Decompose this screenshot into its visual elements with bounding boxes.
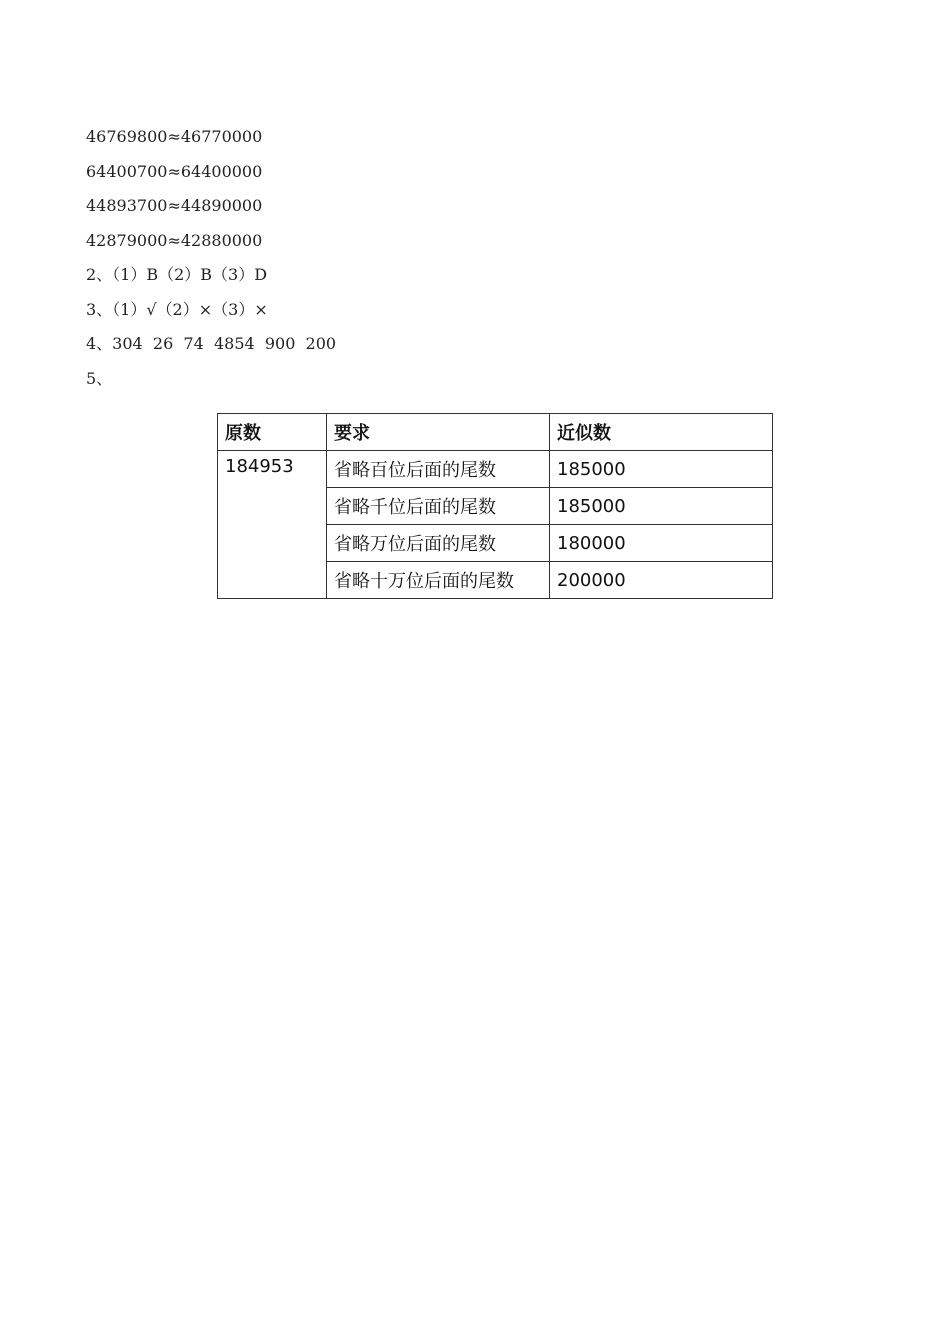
- rounding-answer-1: 46769800≈46770000: [86, 127, 263, 146]
- approx-cell: 185000: [550, 451, 773, 488]
- rounding-table-container: [217, 413, 773, 599]
- question-3-answer: 3、（1）√（2）×（3）×: [86, 299, 268, 319]
- answer-list: [86, 124, 336, 400]
- requirement-cell: 省略十万位后面的尾数: [327, 562, 550, 599]
- header-original-number: 原数: [218, 414, 327, 451]
- header-approximate-number: 近似数: [550, 414, 773, 451]
- question-2-answer: 2、（1）B（2）B（3）D: [86, 265, 268, 284]
- rounding-table: [217, 413, 773, 599]
- approx-cell: 185000: [550, 488, 773, 525]
- question-4-answer: 4、304 26 74 4854 900 200: [86, 334, 337, 353]
- requirement-cell: 省略千位后面的尾数: [327, 488, 550, 525]
- table-header-row: [218, 414, 773, 451]
- table-row: [218, 451, 773, 488]
- original-number-cell: 184953: [218, 451, 327, 599]
- requirement-cell: 省略万位后面的尾数: [327, 525, 550, 562]
- header-requirement: 要求: [327, 414, 550, 451]
- rounding-answer-2: 64400700≈64400000: [86, 161, 263, 181]
- rounding-answer-3: 44893700≈44890000: [86, 196, 263, 215]
- question-5-label: 5、: [86, 368, 113, 388]
- rounding-answer-4: 42879000≈42880000: [86, 230, 263, 250]
- approx-cell: 180000: [550, 525, 773, 562]
- approx-cell: 200000: [550, 562, 773, 599]
- requirement-cell: 省略百位后面的尾数: [327, 451, 550, 488]
